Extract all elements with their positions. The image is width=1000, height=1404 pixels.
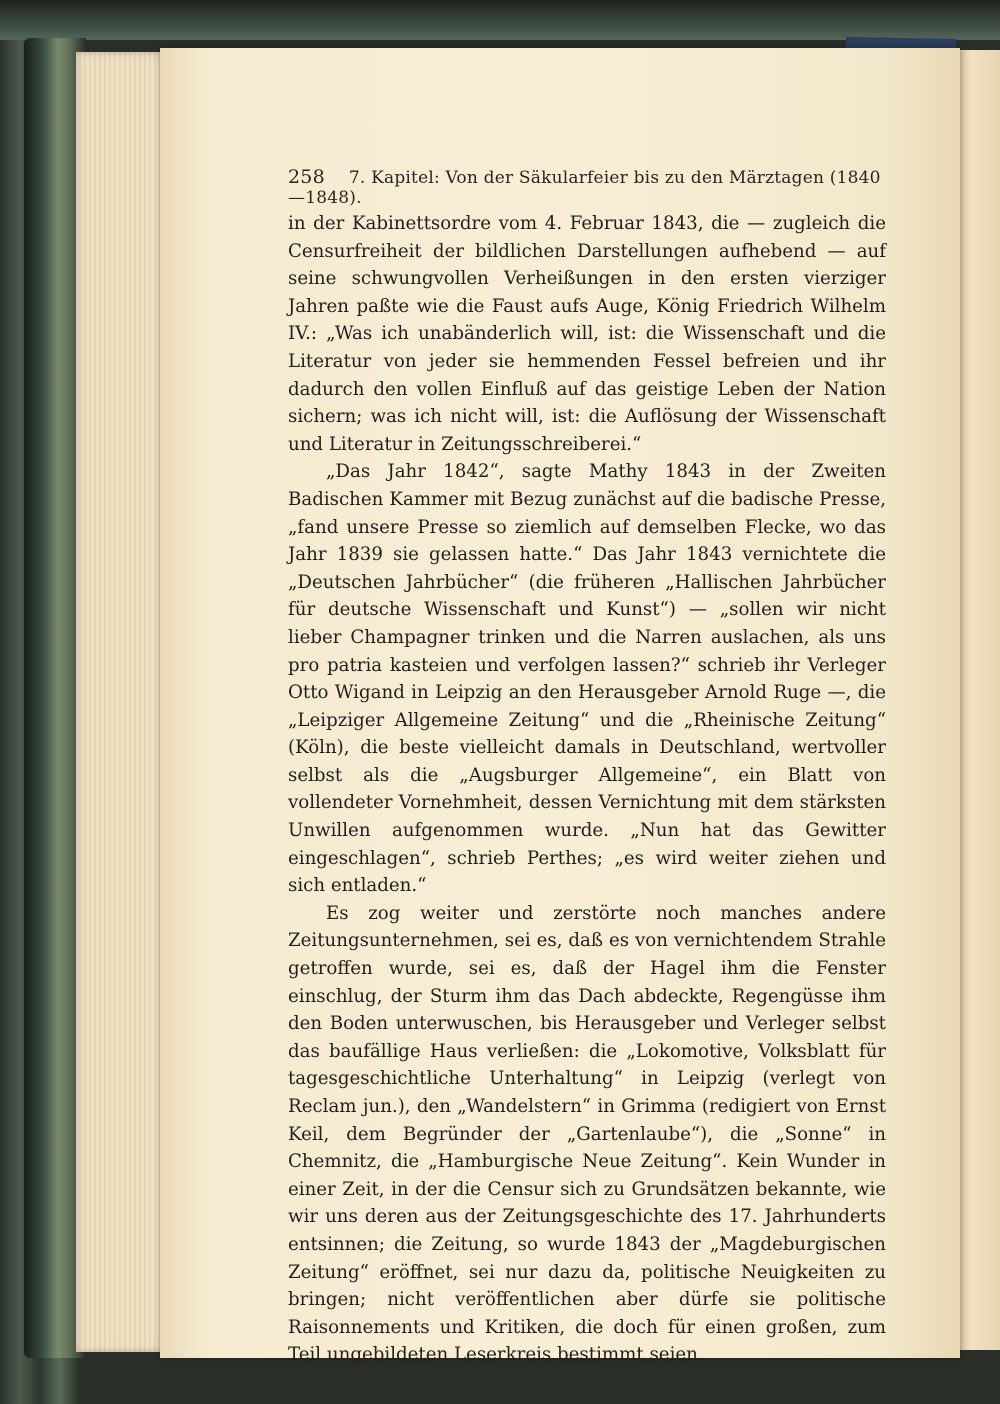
paragraph-3: Es zog weiter und zerstörte noch manches andere Zeitungsunternehmen, sei es, daß es von vernichtendem Strahle getroffen wurde, sei es, daß der Hagel ihm die Fenster einschlug, der Sturm ihm das Dach abdeckte, Regengüsse ihm den Boden unterwuschen, bis Herausgeber und Verleger selbst das baufällige Haus verließen: die „Lokomotive, Volksblatt für tagesgeschichtliche Unterhaltung“ in Leipzig (verlegt von Reclam jun.), den „Wandelstern“ in Grimma (redigiert von Ernst Keil, dem Begründer der „Gartenlaube“), die „Sonne“ in Chemnitz, die „Hamburgische Neue Zeitung“. Kein Wunder in einer Zeit, in der die Censur sich zu Grundsätzen bekannte, wie wir uns deren aus der Zeitungsgeschichte des 17. Jahrhunderts entsinnen; die Zeitung, so wurde 1843 der „Magdeburgischen Zeitung“ eröffnet, sei nur dazu da, politische Neuigkeiten zu bringen; nicht veröffentlichen aber dürfe sie politische Raisonnements und Kritiken, die doch für einen großen, zum Teil ungebildeten Leserkreis bestimmt seien.: [288, 902, 886, 1366]
page-number: 258: [288, 166, 325, 188]
body-text: [288, 210, 886, 1369]
paragraph-1: in der Kabinettsordre vom 4. Februar 1843, die — zugleich die Censurfreiheit der bildlichen Darstellungen aufhebend — auf seine schwungvollen Verheißungen in den ersten vierziger Jahren paßte wie die Faust aufs Auge, König Friedrich Wilhelm IV.: „Was ich unabänderlich will, ist: die Wissenschaft und die Literatur von jeder sie hemmenden Fessel befreien und ihr dadurch den vollen Einfluß auf das geistige Leben der Nation sichern; was ich nicht will, ist: die Auflösung der Wissenschaft und Literatur in Zeitungsschreiberei.“: [288, 213, 886, 455]
running-title: 7. Kapitel: Von der Säkularfeier bis zu den Märztagen (1840—1848).: [288, 168, 881, 208]
running-header: [288, 166, 888, 208]
paragraph-2: „Das Jahr 1842“, sagte Mathy 1843 in der Zweiten Badischen Kammer mit Bezug zunächst auf die badische Presse, „fand unsere Presse so ziemlich auf demselben Flecke, wo das Jahr 1839 sie gelassen hatte.“ Das Jahr 1843 vernichtete die „Deutschen Jahrbücher“ (die früheren „Hallischen Jahrbücher für deutsche Wissenschaft und Kunst“) — „sollen wir nicht lieber Champagner trinken und die Narren auslachen, als uns pro patria kasteien und verfolgen lassen?“ schrieb ihr Verleger Otto Wigand in Leipzig an den Herausgeber Arnold Ruge —, die „Leipziger Allgemeine Zeitung“ und die „Rheinische Zeitung“ (Köln), die beste vielleicht damals in Deutschland, wertvoller selbst als die „Augsburger Allgemeine“, ein Blatt von vollendeter Vornehmheit, dessen Vernichtung mit dem stärksten Unwillen aufgenommen wurde. „Nun hat das Gewitter eingeschlagen“, schrieb Perthes; „es wird weiter ziehen und sich entladen.“: [288, 461, 886, 897]
